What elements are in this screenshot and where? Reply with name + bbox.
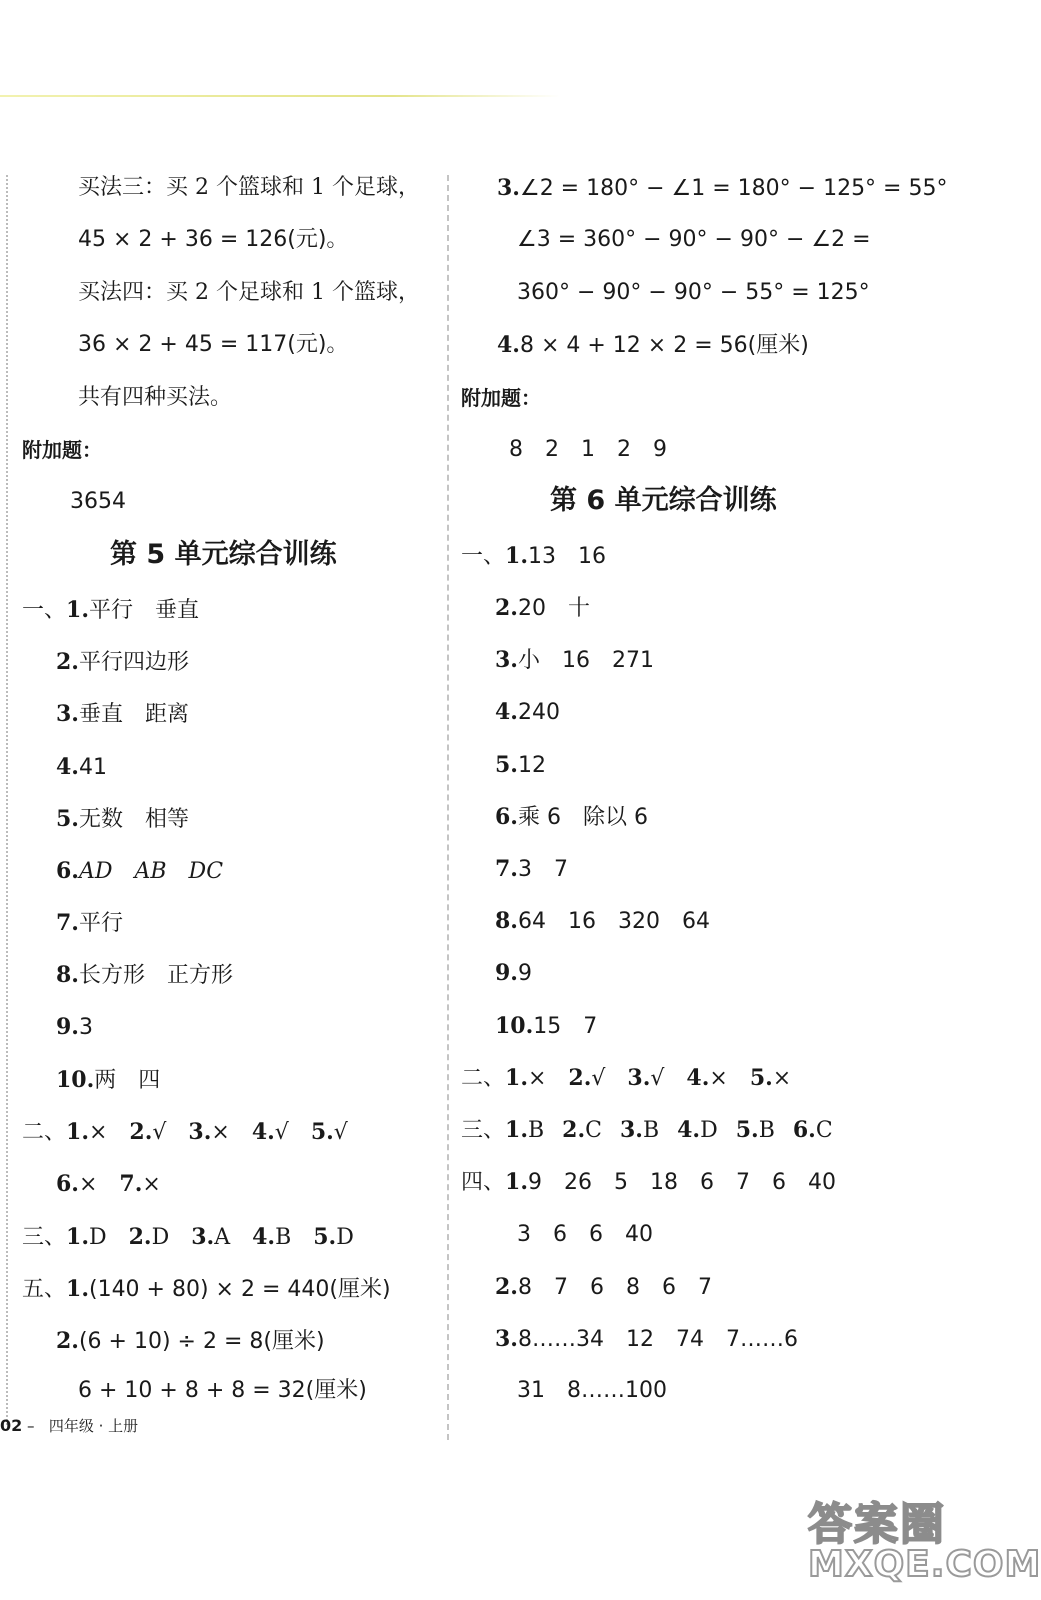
item-number: 5. bbox=[313, 1224, 337, 1250]
item-number: 2. bbox=[495, 595, 518, 621]
item-number: 1. bbox=[505, 1117, 528, 1143]
page-footer bbox=[0, 1415, 138, 1436]
section-one-item bbox=[56, 699, 189, 730]
section-one-item bbox=[56, 856, 223, 887]
section-one-item bbox=[56, 752, 107, 783]
item-answer: D bbox=[151, 1225, 170, 1250]
item-answer: 3 bbox=[78, 1015, 93, 1040]
item-number: 8. bbox=[56, 962, 79, 988]
watermark-top-text: 答案圈 bbox=[808, 1499, 946, 1550]
item-number: 5. bbox=[735, 1117, 759, 1143]
item-answer: 20 十 bbox=[517, 596, 590, 621]
item-answer: B bbox=[527, 1118, 545, 1143]
answer-line: 45 × 2 + 36 = 126(元)。 bbox=[78, 227, 349, 252]
section-one-item bbox=[495, 906, 710, 937]
item-answer: √ bbox=[650, 1066, 665, 1091]
item-number: 6. bbox=[792, 1117, 816, 1143]
geometry-line: 360° − 90° − 90° − 55° = 125° bbox=[517, 280, 870, 305]
item-number: 4. bbox=[677, 1117, 701, 1143]
unit5-title: 第 5 单元综合训练 bbox=[110, 539, 337, 570]
item-number: 2. bbox=[495, 1274, 518, 1300]
item-number: 5. bbox=[749, 1065, 773, 1091]
item-number: 3. bbox=[188, 1119, 212, 1145]
page-number: 02 bbox=[0, 1416, 23, 1435]
item-answer: 240 bbox=[517, 700, 560, 725]
section-one-item bbox=[461, 541, 606, 572]
item-answer: 8 × 4 + 12 × 2 = 56(厘米) bbox=[519, 333, 809, 358]
section-one-item bbox=[495, 958, 532, 989]
item-answer: 平行 bbox=[78, 911, 123, 936]
item-answer: √ bbox=[333, 1120, 348, 1145]
item-answer: D bbox=[336, 1225, 354, 1250]
geometry-answer bbox=[497, 173, 947, 204]
section-four-item bbox=[495, 1272, 712, 1303]
section-one-item bbox=[495, 1011, 597, 1042]
item-number: 4. bbox=[251, 1119, 275, 1145]
item-answer: 垂直 距离 bbox=[78, 702, 189, 727]
section-one-item bbox=[495, 697, 560, 728]
section-five-item bbox=[22, 1274, 391, 1305]
item-answer: × bbox=[78, 1172, 98, 1197]
section-one-item bbox=[56, 960, 233, 991]
section-four-line: 3 6 6 40 bbox=[517, 1222, 653, 1247]
item-answer: × bbox=[527, 1066, 547, 1091]
item-number: 3. bbox=[56, 701, 79, 727]
item-answer: × bbox=[88, 1120, 108, 1145]
item-answer: 长方形 正方形 bbox=[78, 963, 233, 988]
item-number: 7. bbox=[56, 910, 79, 936]
item-answer: 41 bbox=[78, 755, 107, 780]
item-number: 3. bbox=[495, 1326, 518, 1352]
item-number: 1. bbox=[505, 1065, 528, 1091]
item-answer: × bbox=[142, 1172, 161, 1197]
section-prefix: 一、 bbox=[22, 598, 67, 623]
item-answer: A bbox=[214, 1225, 231, 1250]
section-one-item bbox=[56, 1012, 93, 1043]
answer-line: 36 × 2 + 45 = 117(元)。 bbox=[78, 332, 349, 357]
item-number: 7. bbox=[495, 856, 518, 882]
item-number: 4. bbox=[686, 1065, 710, 1091]
item-answer: 平行 垂直 bbox=[88, 598, 199, 623]
section-three-row bbox=[461, 1115, 833, 1146]
item-answer: 小 16 271 bbox=[517, 648, 654, 673]
item-number: 1. bbox=[66, 597, 89, 623]
item-number: 3. bbox=[495, 647, 518, 673]
item-number: 9. bbox=[56, 1014, 79, 1040]
section-prefix: 二、 bbox=[461, 1066, 506, 1091]
item-answer: × bbox=[709, 1066, 728, 1091]
item-answer: 无数 相等 bbox=[78, 807, 189, 832]
section-four-line: 31 8……100 bbox=[517, 1378, 667, 1403]
column-divider bbox=[447, 175, 449, 1440]
item-answer: 13 16 bbox=[527, 544, 606, 569]
section-prefix: 三、 bbox=[22, 1225, 67, 1250]
section-two-row bbox=[22, 1117, 348, 1148]
answer-line: 买法三：买 2 个篮球和 1 个足球， bbox=[78, 175, 420, 200]
item-answer: 3 7 bbox=[517, 857, 568, 882]
bonus-label: 附加题： bbox=[22, 438, 102, 462]
section-prefix: 四、 bbox=[461, 1170, 506, 1195]
section-one-item bbox=[56, 1065, 160, 1096]
bonus-answer: 3654 bbox=[70, 489, 126, 514]
item-number: 3. bbox=[191, 1224, 215, 1250]
section-prefix: 一、 bbox=[461, 544, 506, 569]
item-answer: 乘 6 除以 6 bbox=[517, 805, 648, 830]
item-number: 1. bbox=[505, 1169, 528, 1195]
item-number: 10. bbox=[495, 1013, 534, 1039]
item-number: 3. bbox=[627, 1065, 651, 1091]
section-five-line: 6 + 10 + 8 + 8 = 32(厘米) bbox=[78, 1378, 367, 1403]
section-one-item bbox=[56, 908, 123, 939]
item-answer: √ bbox=[591, 1066, 606, 1091]
section-one-item bbox=[22, 595, 199, 626]
section-two-row bbox=[461, 1063, 791, 1094]
item-number: 5. bbox=[56, 806, 79, 832]
item-number: 5. bbox=[495, 752, 518, 778]
section-one-item bbox=[56, 804, 189, 835]
item-number: 3. bbox=[619, 1117, 643, 1143]
section-one-item bbox=[495, 750, 546, 781]
left-edge-rule bbox=[6, 175, 9, 1425]
answer-line: 共有四种买法。 bbox=[78, 385, 233, 410]
section-prefix: 五、 bbox=[22, 1277, 67, 1302]
item-number: 3. bbox=[497, 175, 520, 201]
item-number: 7. bbox=[119, 1171, 143, 1197]
item-number: 4. bbox=[56, 754, 79, 780]
item-answer: 平行四边形 bbox=[78, 650, 189, 675]
section-five-item bbox=[56, 1326, 325, 1357]
section-prefix: 三、 bbox=[461, 1118, 506, 1143]
item-answer: √ bbox=[152, 1120, 167, 1145]
item-number: 5. bbox=[310, 1119, 334, 1145]
item-number: 4. bbox=[495, 699, 518, 725]
item-number: 2. bbox=[129, 1119, 153, 1145]
section-one-item bbox=[495, 645, 654, 676]
book-label: 四年级 · 上册 bbox=[48, 1417, 139, 1435]
item-answer: 9 bbox=[517, 961, 532, 986]
top-accent-line bbox=[0, 95, 560, 97]
item-answer: 两 四 bbox=[94, 1068, 161, 1093]
item-answer: D bbox=[700, 1118, 718, 1143]
item-number: 1. bbox=[505, 543, 528, 569]
item-number: 2. bbox=[128, 1224, 152, 1250]
item-answer: B bbox=[758, 1118, 775, 1143]
item-number: 6. bbox=[56, 1171, 79, 1197]
geometry-line: ∠3 = 360° − 90° − 90° − ∠2 = bbox=[517, 227, 871, 252]
section-two-row bbox=[56, 1169, 161, 1200]
item-number: 10. bbox=[56, 1067, 95, 1093]
section-one-item bbox=[495, 854, 568, 885]
item-number: 6. bbox=[495, 804, 518, 830]
item-number: 2. bbox=[56, 1328, 79, 1354]
item-answer: √ bbox=[274, 1120, 289, 1145]
item-answer: ∠2 = 180° − ∠1 = 180° − 125° = 55° bbox=[519, 176, 948, 201]
item-number: 1. bbox=[66, 1276, 89, 1302]
bonus-answer: 8 2 1 2 9 bbox=[509, 437, 667, 462]
item-answer: AD AB DC bbox=[78, 859, 224, 884]
item-answer: D bbox=[88, 1225, 107, 1250]
item-answer: C bbox=[815, 1118, 833, 1143]
item-answer: (6 + 10) ÷ 2 = 8(厘米) bbox=[78, 1329, 325, 1354]
item-number: 9. bbox=[495, 960, 518, 986]
watermark-bottom-text: MXQE.COM bbox=[808, 1544, 1041, 1585]
section-four-item bbox=[461, 1167, 836, 1198]
section-one-item bbox=[56, 647, 189, 678]
item-number: 6. bbox=[56, 858, 79, 884]
item-answer: 9 26 5 18 6 7 6 40 bbox=[527, 1170, 836, 1195]
item-number: 4. bbox=[497, 332, 520, 358]
footer-dash: – bbox=[27, 1417, 35, 1435]
item-number: 1. bbox=[66, 1224, 89, 1250]
item-number: 2. bbox=[56, 649, 79, 675]
item-answer: 8……34 12 74 7……6 bbox=[517, 1327, 798, 1352]
item-number: 4. bbox=[252, 1224, 276, 1250]
item-number: 8. bbox=[495, 908, 518, 934]
item-answer: 12 bbox=[517, 753, 546, 778]
item-answer: × bbox=[772, 1066, 792, 1091]
item-answer: 8 7 6 8 6 7 bbox=[517, 1275, 712, 1300]
item-answer: C bbox=[585, 1118, 602, 1143]
item-answer: (140 + 80) × 2 = 440(厘米) bbox=[88, 1277, 391, 1302]
item-answer: × bbox=[211, 1120, 230, 1145]
item-answer: B bbox=[642, 1118, 660, 1143]
unit6-title: 第 6 单元综合训练 bbox=[550, 485, 777, 516]
bonus-label: 附加题： bbox=[461, 386, 541, 410]
section-prefix: 二、 bbox=[22, 1120, 67, 1145]
perimeter-answer bbox=[497, 330, 809, 361]
section-one-item bbox=[495, 802, 648, 833]
section-four-item bbox=[495, 1324, 798, 1355]
item-number: 2. bbox=[568, 1065, 592, 1091]
item-answer: 64 16 320 64 bbox=[517, 909, 710, 934]
item-answer: 15 7 bbox=[533, 1014, 598, 1039]
answer-line: 买法四：买 2 个足球和 1 个篮球， bbox=[78, 280, 420, 305]
section-three-row bbox=[22, 1222, 354, 1253]
item-number: 2. bbox=[562, 1117, 586, 1143]
watermark-logo bbox=[808, 1488, 1041, 1596]
item-answer: B bbox=[275, 1225, 292, 1250]
item-number: 1. bbox=[66, 1119, 89, 1145]
section-one-item bbox=[495, 593, 590, 624]
